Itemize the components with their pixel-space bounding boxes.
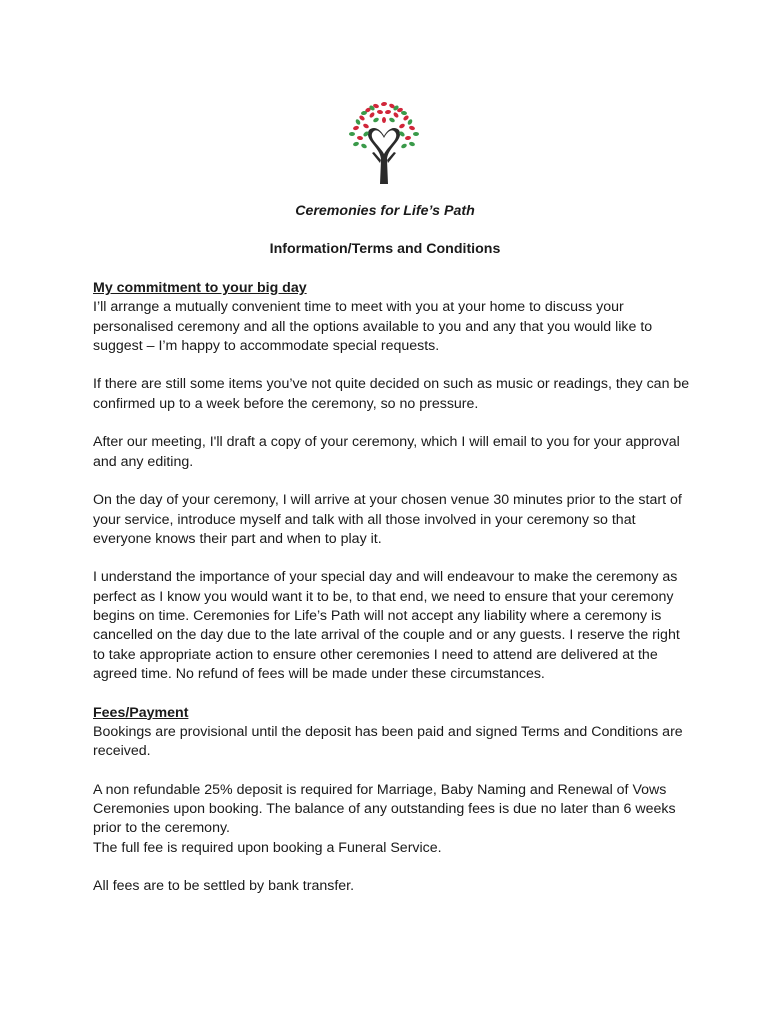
paragraph: Bookings are provisional until the deposit has been paid and signed Terms and Conditions are received. — [93, 723, 683, 760]
paragraph: If there are still some items you’ve not quite decided on such as music or readings, they can be confirmed up to a week before the ceremony, so no pressure. — [93, 376, 690, 412]
paragraph: I’ll arrange a mutually convenient time to meet with you at your home to discuss your personalised ceremony and all the options available to you and any that you would like to suggest – I’m happy to accommodate special requests. — [93, 299, 653, 354]
paragraph: The full fee is required upon booking a Funeral Service. — [93, 839, 442, 856]
document-title: Ceremonies for Life’s Path — [295, 203, 475, 219]
document-body — [93, 279, 693, 916]
paragraph: I understand the importance of your special day and will endeavour to make the ceremony as perfect as I know you would want it to be, to that end, we need to ensure that your ceremony begins on time. Ceremonies for Life’s Path will not accept any liability where a ceremony is cancelled on the day due to the late arrival of the couple and or any guests. I reserve the right to take appropriate action to ensure other ceremonies I need to attend are delivered at the agreed time. No refund of fees will be made under these circumstances. — [93, 569, 680, 682]
commitment-section — [93, 279, 693, 356]
section-heading-fees: Fees/Payment — [93, 704, 189, 721]
paragraph: After our meeting, I'll draft a copy of your ceremony, which I will email to you for your approval and any editing. — [93, 434, 680, 470]
fees-section — [93, 704, 693, 762]
paragraph: A non refundable 25% deposit is required for Marriage, Baby Naming and Renewal of Vows Ceremonies upon booking. The balance of any outstanding fees is due no later than 6 weeks prior to the ceremony. — [93, 781, 676, 837]
document-subtitle: Information/Terms and Conditions — [269, 241, 501, 257]
section-heading-commitment: My commitment to your big day — [93, 280, 307, 296]
paragraph: All fees are to be settled by bank transfer. — [93, 878, 355, 895]
paragraph: On the day of your ceremony, I will arrive at your chosen venue 30 minutes prior to the start of your service, introduce myself and talk with all those involved in your ceremony so that everyone knows their part and when to play it. — [93, 492, 682, 547]
tree-logo-icon — [344, 100, 424, 184]
